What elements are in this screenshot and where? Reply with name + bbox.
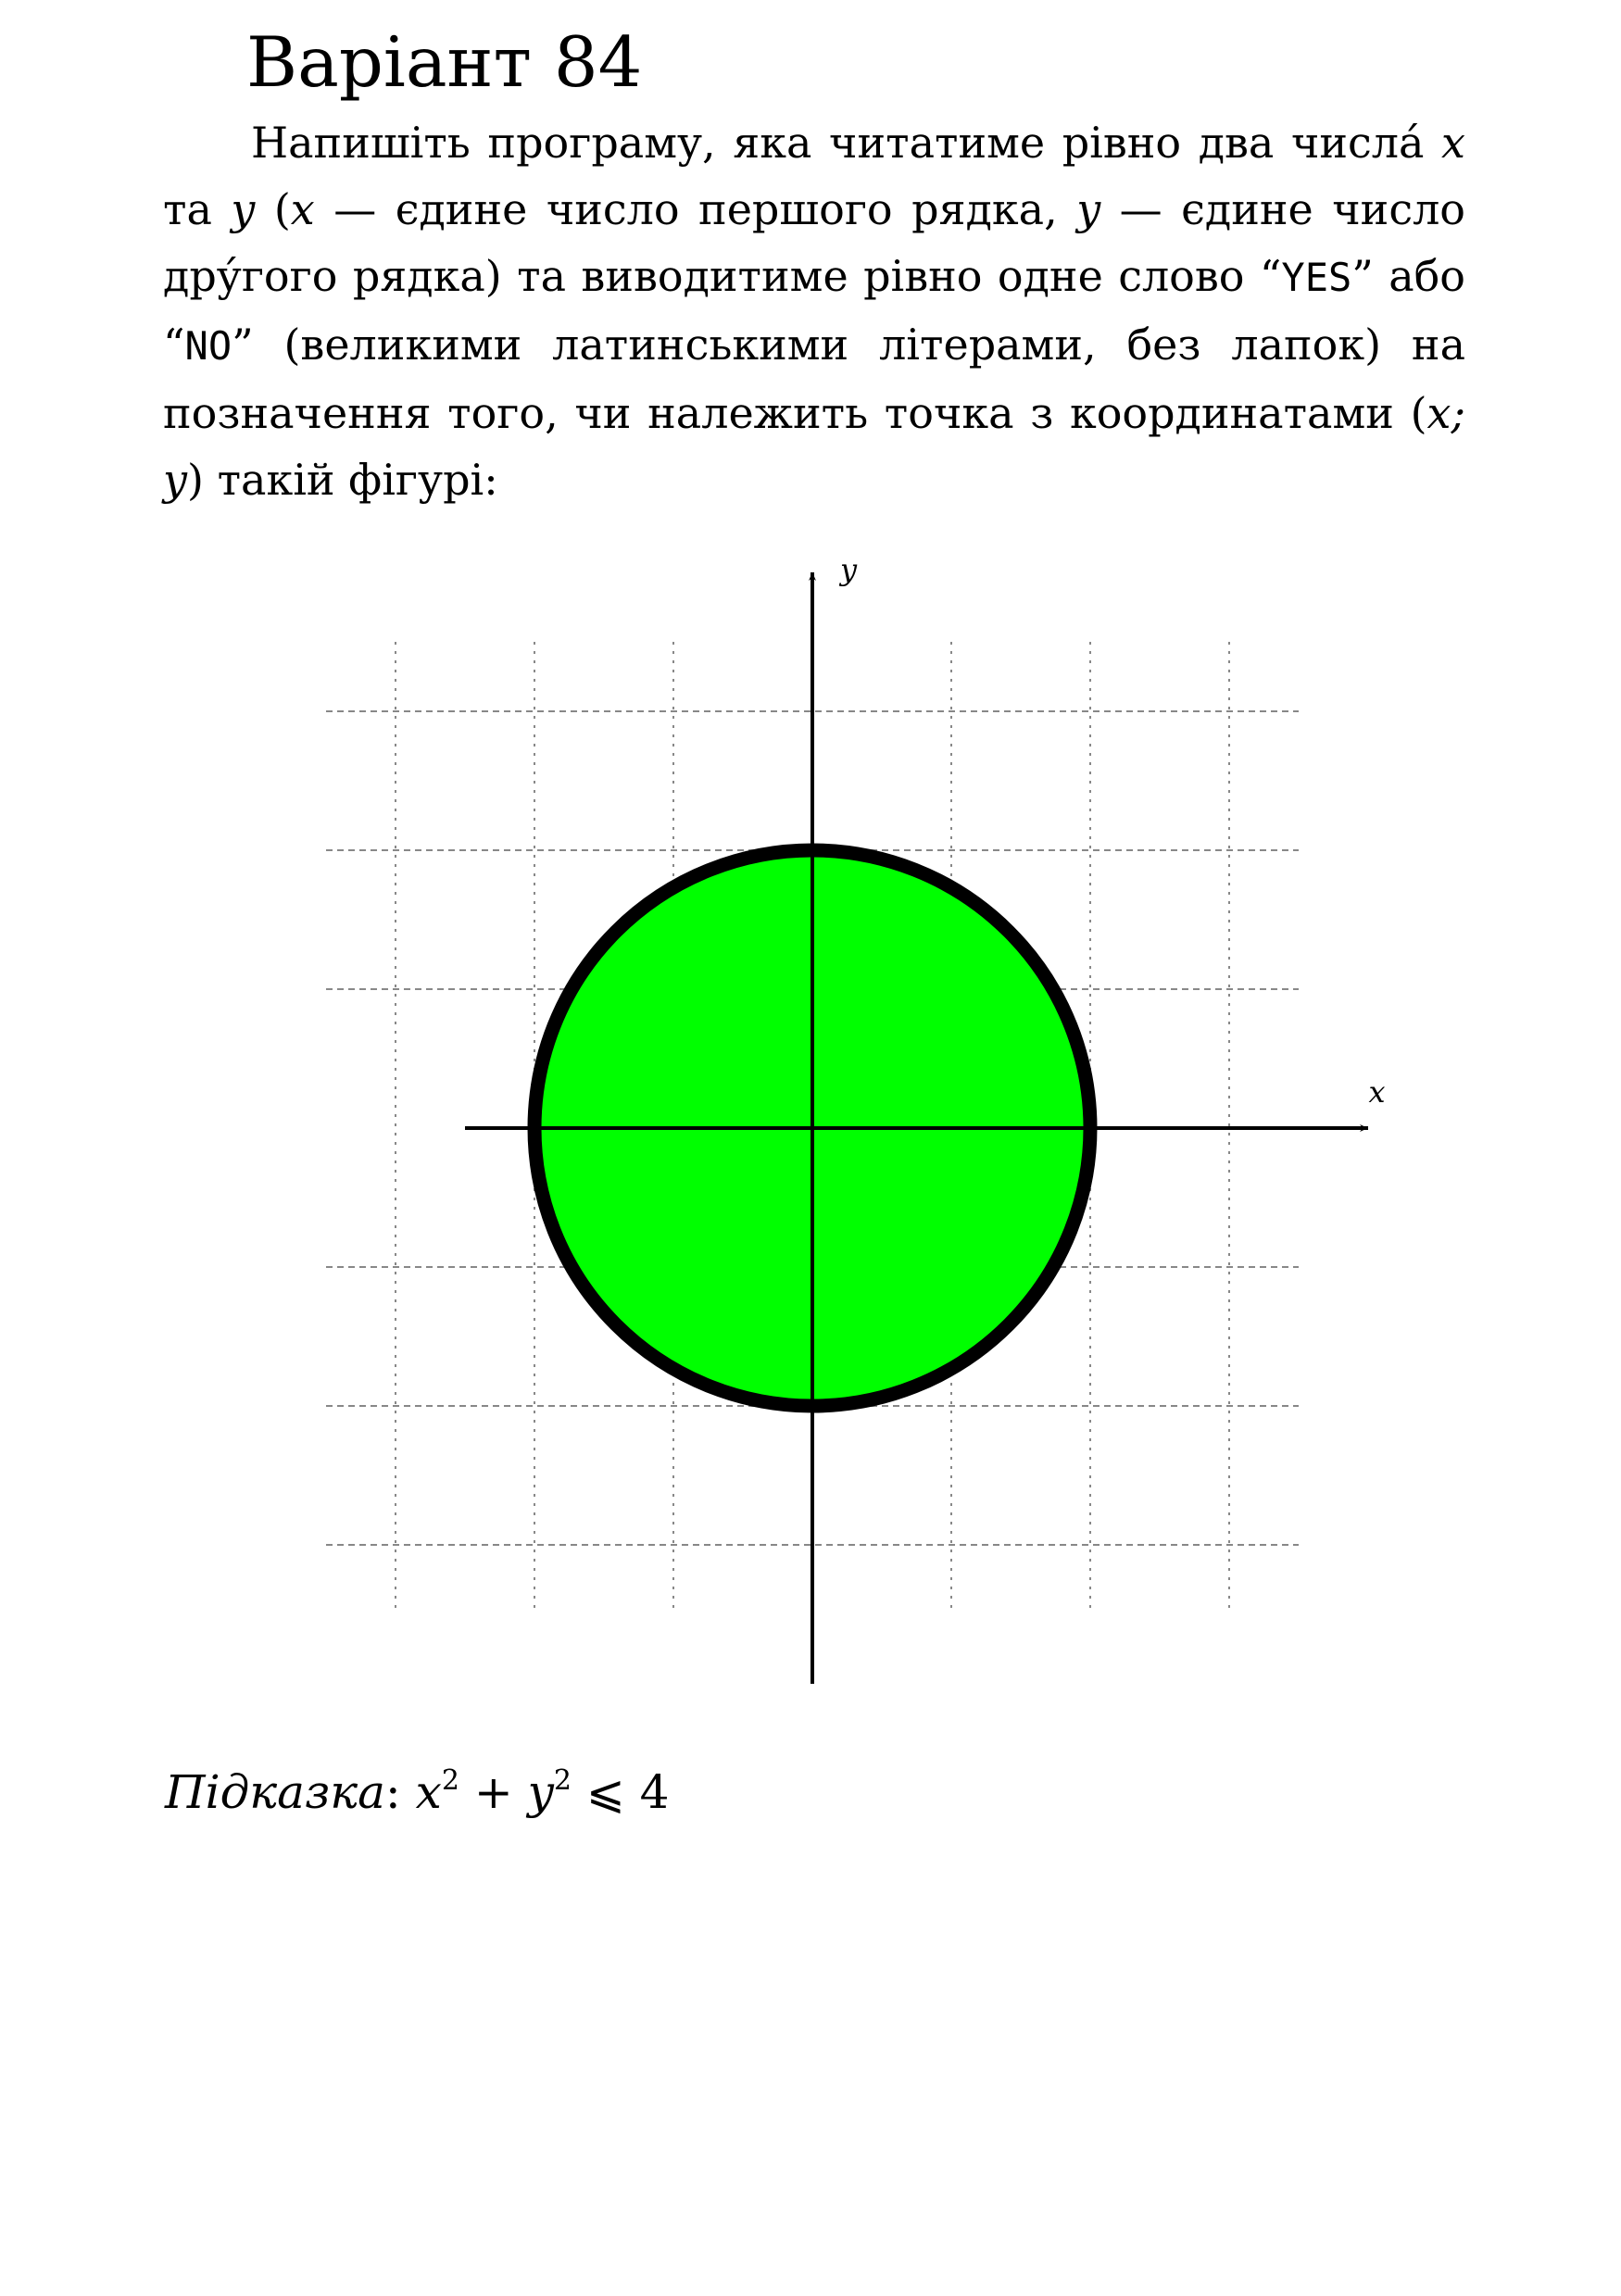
task-word-yes: YES [1281, 255, 1352, 300]
task-var-y2: y [1076, 184, 1101, 234]
task-text-5: — єдине число дру́гого рядка) та виводитиме рівно одне слово “ [163, 184, 1466, 301]
variant-title: Варіант 84 [246, 21, 643, 103]
task-text-4: — єдине число першого рядка, [314, 184, 1077, 234]
hint-relation: ⩽ 4 [571, 1765, 670, 1819]
hint-x: x [415, 1765, 442, 1819]
task-word-no: NO [184, 323, 232, 369]
hint-colon: : [384, 1765, 416, 1819]
task-text-6: ” або “ [163, 251, 1466, 370]
hint-label: Підказка [165, 1765, 385, 1819]
hint-exp-x: 2 [441, 1764, 459, 1797]
hint-exp-y: 2 [553, 1764, 572, 1797]
task-text-2: та [163, 184, 232, 234]
task-text-1: Напишіть програму, яка читатиме рівно два числа́ [251, 118, 1442, 168]
x-axis-label: x [1368, 1074, 1386, 1110]
task-text-3: ( [255, 184, 291, 234]
hint-y: y [527, 1765, 554, 1819]
task-var-y: y [231, 184, 256, 234]
hint-plus: + [459, 1765, 528, 1819]
task-text-8: ) такій фігурі: [187, 455, 498, 505]
circle-region [534, 850, 1090, 1406]
task-text-7: ” (великими латинськими літерами, без лапок) на позначення того, чи належить точка з координатами ( [163, 320, 1465, 438]
task-coords: x; y [163, 388, 1465, 505]
task-var-x2: x [290, 184, 315, 234]
grid-lines [326, 642, 1299, 1614]
task-statement [163, 109, 1465, 513]
task-var-x: x [1441, 118, 1465, 168]
hint [165, 1764, 670, 1819]
y-axis-label: y [840, 552, 858, 587]
